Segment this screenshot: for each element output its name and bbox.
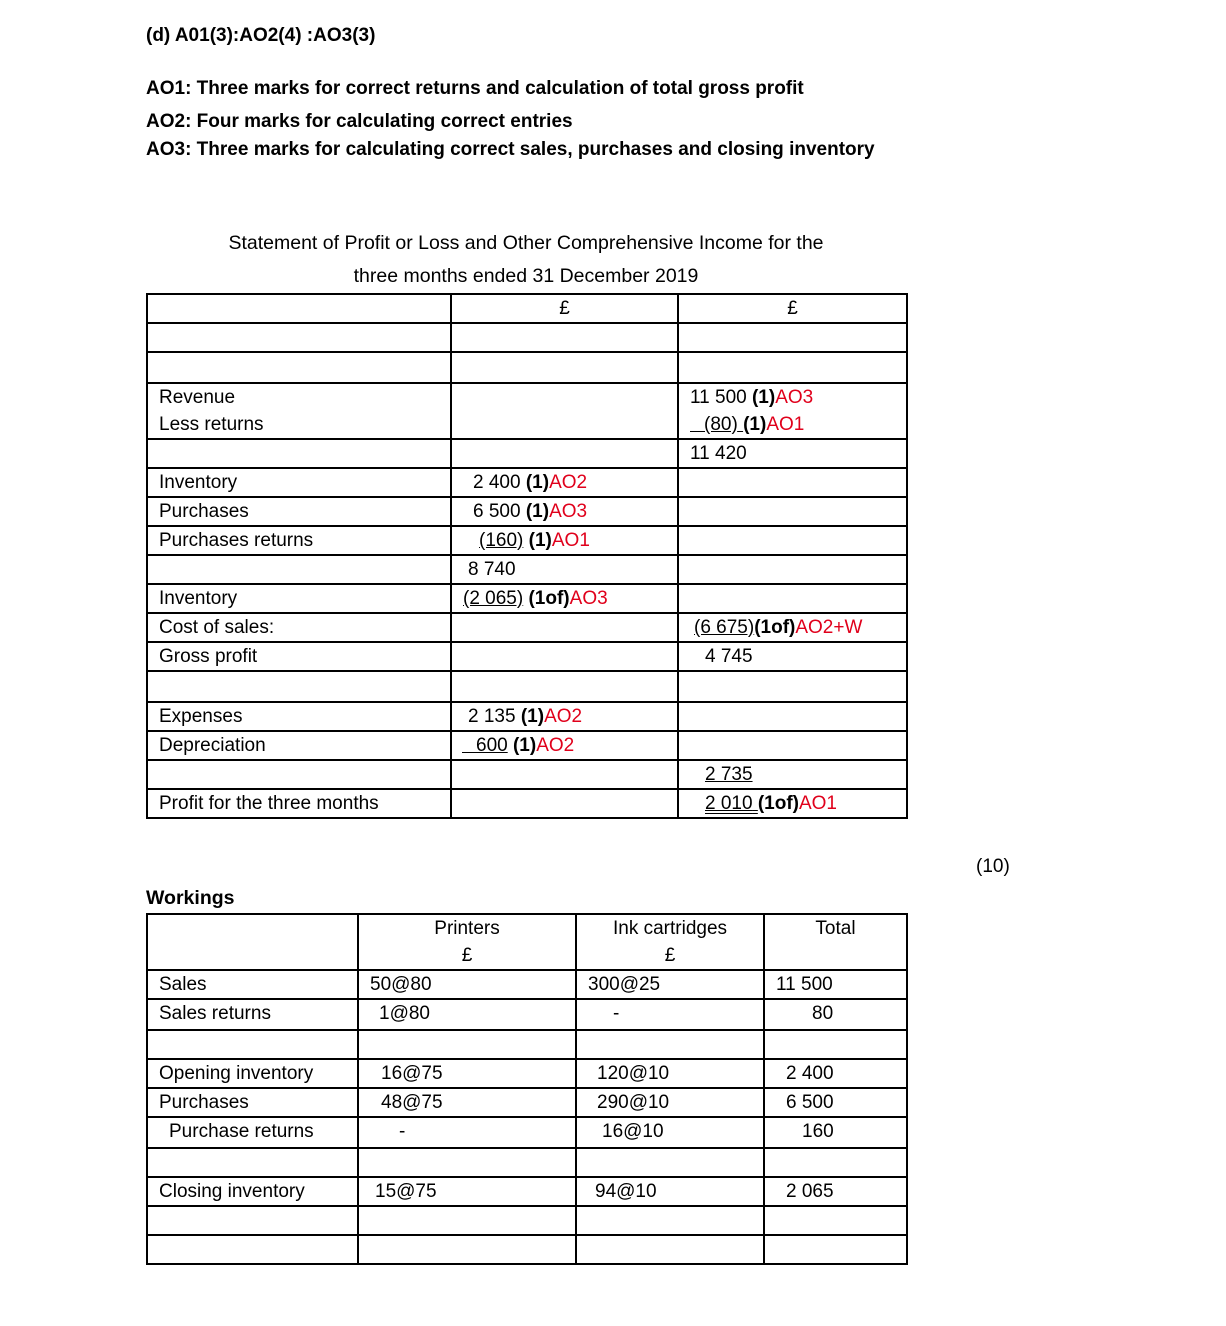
less-returns-label: Less returns	[147, 411, 451, 439]
total-expenses-value: 2 735	[678, 760, 907, 789]
statement-title-line2: three months ended 31 December 2019	[353, 265, 699, 287]
subtotal-value: 8 740	[451, 555, 678, 584]
sales-returns-label: Sales returns	[147, 999, 358, 1030]
currency-header: £	[451, 294, 678, 323]
gross-profit-value: 4 745	[678, 642, 907, 671]
ao3-criterion: AO3: Three marks for calculating correct sales, purchases and closing inventory	[146, 139, 875, 160]
purchase-returns-total: 160	[764, 1117, 907, 1148]
profit-value: 2 010 (1of)AO1	[678, 789, 907, 818]
purchases-label: Purchases	[147, 1088, 358, 1117]
purchases-returns-value: (160) (1)AO1	[451, 526, 678, 555]
purchase-returns-printers: -	[358, 1117, 576, 1148]
purchase-returns-ink: 16@10	[576, 1117, 764, 1148]
depreciation-value: 600 (1)AO2	[451, 731, 678, 760]
sales-label: Sales	[147, 970, 358, 999]
sales-printers: 50@80	[358, 970, 576, 999]
purchases-returns-label: Purchases returns	[147, 526, 451, 555]
ao2-criterion: AO2: Four marks for calculating correct entries	[146, 111, 573, 132]
opening-inventory-ink: 120@10	[576, 1059, 764, 1088]
purchases-printers: 48@75	[358, 1088, 576, 1117]
net-revenue-value: 11 420	[678, 439, 907, 468]
workings-heading: Workings	[146, 887, 235, 909]
expenses-value: 2 135 (1)AO2	[451, 702, 678, 731]
closing-inventory-label: Closing inventory	[147, 1177, 358, 1206]
statement-table	[146, 293, 908, 819]
less-returns-value: (80) (1)AO1	[678, 411, 907, 439]
sales-ink: 300@25	[576, 970, 764, 999]
currency-header: £	[678, 294, 907, 323]
depreciation-label: Depreciation	[147, 731, 451, 760]
inventory-open-label: Inventory	[147, 468, 451, 497]
total-marks: (10)	[976, 856, 1010, 877]
purchase-returns-label: Purchase returns	[147, 1117, 358, 1148]
opening-inventory-printers: 16@75	[358, 1059, 576, 1088]
ao1-criterion: AO1: Three marks for correct returns and calculation of total gross profit	[146, 78, 804, 99]
revenue-label: Revenue	[147, 383, 451, 411]
total-header: Total	[764, 914, 907, 942]
closing-inventory-ink: 94@10	[576, 1177, 764, 1206]
workings-table	[146, 913, 908, 1265]
opening-inventory-total: 2 400	[764, 1059, 907, 1088]
revenue-value: 11 500 (1)AO3	[678, 383, 907, 411]
printers-header: Printers	[358, 914, 576, 942]
statement-title-line1: Statement of Profit or Loss and Other Comprehensive Income for the	[228, 232, 824, 254]
section-heading: (d) A01(3):AO2(4) :AO3(3)	[146, 25, 376, 46]
gross-profit-label: Gross profit	[147, 642, 451, 671]
ink-header: Ink cartridges	[576, 914, 764, 942]
currency-header: £	[576, 942, 764, 970]
inventory-open-value: 2 400 (1)AO2	[451, 468, 678, 497]
closing-inventory-printers: 15@75	[358, 1177, 576, 1206]
cost-of-sales-value: (6 675)(1of)AO2+W	[678, 613, 907, 642]
purchases-label: Purchases	[147, 497, 451, 526]
sales-returns-printers: 1@80	[358, 999, 576, 1030]
expenses-label: Expenses	[147, 702, 451, 731]
purchases-ink: 290@10	[576, 1088, 764, 1117]
sales-returns-total: 80	[764, 999, 907, 1030]
cost-of-sales-label: Cost of sales:	[147, 613, 451, 642]
closing-inventory-total: 2 065	[764, 1177, 907, 1206]
opening-inventory-label: Opening inventory	[147, 1059, 358, 1088]
inventory-close-label: Inventory	[147, 584, 451, 613]
purchases-value: 6 500 (1)AO3	[451, 497, 678, 526]
sales-returns-ink: -	[576, 999, 764, 1030]
purchases-total: 6 500	[764, 1088, 907, 1117]
sales-total: 11 500	[764, 970, 907, 999]
currency-header: £	[358, 942, 576, 970]
inventory-close-value: (2 065) (1of)AO3	[451, 584, 678, 613]
statement-cell	[147, 294, 451, 323]
profit-label: Profit for the three months	[147, 789, 451, 818]
